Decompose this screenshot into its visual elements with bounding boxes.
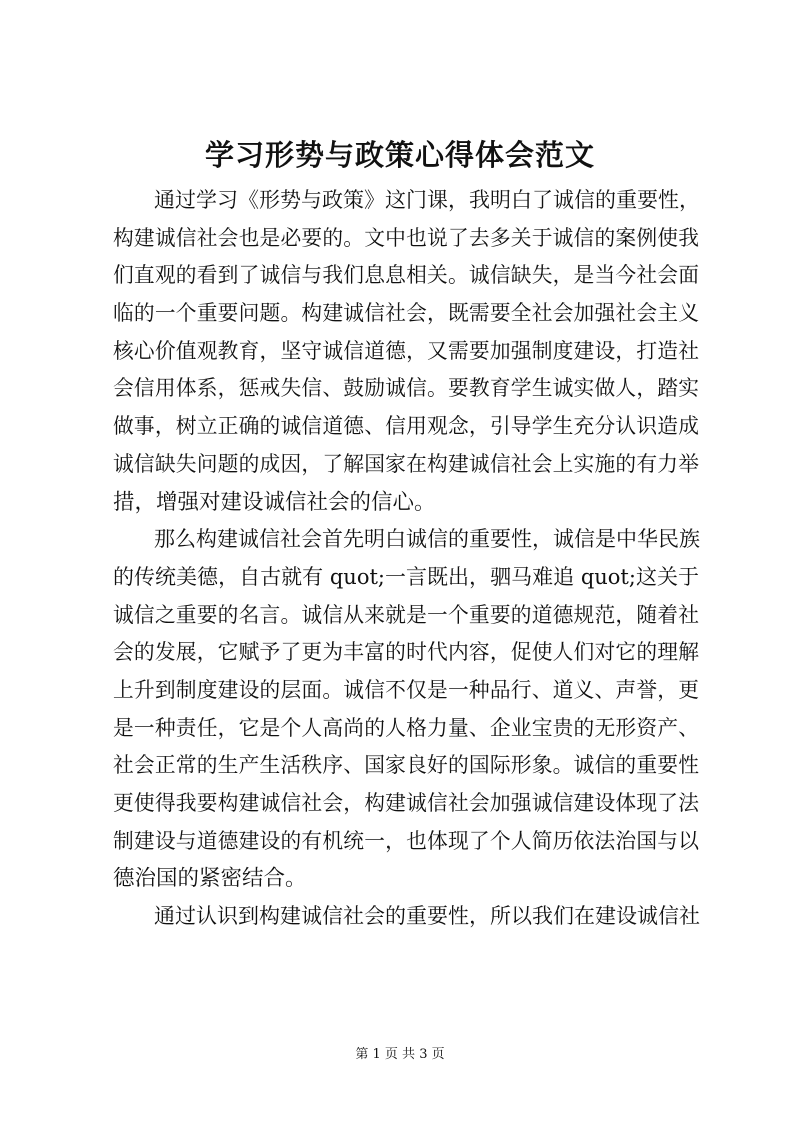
paragraph-2-line-9: 制建设与道德建设的有机统一，也体现了个人简历依法治国与以 (113, 828, 699, 853)
paragraph-2-line-3: 诚信之重要的名言。诚信从来就是一个重要的道德规范，随着社 (113, 602, 699, 627)
document-body (113, 182, 699, 936)
paragraph-1-line-6: 会信用体系，惩戒失信、鼓励诚信。要教育学生诚实做人，踏实 (113, 376, 699, 401)
paragraph-2-line-5: 上升到制度建设的层面。诚信不仅是一种品行、道义、声誉，更 (113, 677, 699, 702)
paragraph-1-line-8: 诚信缺失问题的成因，了解国家在构建诚信社会上实施的有力举 (113, 451, 699, 476)
paragraph-1-line-4: 临的一个重要问题。构建诚信社会，既需要全社会加强社会主义 (113, 301, 699, 326)
paragraph-2-line-6: 是一种责任，它是个人高尚的人格力量、企业宝贵的无形资产、 (113, 715, 699, 740)
page-number-footer: 第 1 页 共 3 页 (355, 1047, 445, 1062)
paragraph-2-line-2: 的传统美德，自古就有 quot;一言既出，驷马难追 quot;这关于 (113, 564, 699, 589)
document-title: 学习形势与政策心得体会范文 (204, 138, 595, 172)
paragraph-1-line-9: 措，增强对建设诚信社会的信心。 (113, 489, 436, 515)
paragraph-2-line-7: 社会正常的生产生活秩序、国家良好的国际形象。诚信的重要性 (113, 753, 699, 778)
paragraph-1-line-3: 们直观的看到了诚信与我们息息相关。诚信缺失，是当今社会面 (113, 263, 699, 288)
paragraph-1-line-1: 通过学习《形势与政策》这门课，我明白了诚信的重要性， (154, 188, 700, 212)
paragraph-3-line-1: 通过认识到构建诚信社会的重要性，所以我们在建设诚信社 (154, 904, 700, 929)
paragraph-1-line-5: 核心价值观教育，坚守诚信道德，又需要加强制度建设，打造社 (113, 338, 699, 363)
paragraph-2-line-4: 会的发展，它赋予了更为丰富的时代内容，促使人们对它的理解 (113, 640, 699, 665)
paragraph-1-line-2: 构建诚信社会也是必要的。文中也说了去多关于诚信的案例使我 (113, 225, 699, 250)
paragraph-2-line-8: 更使得我要构建诚信社会，构建诚信社会加强诚信建设体现了法 (113, 791, 699, 815)
paragraph-2-line-10: 德治国的紧密结合。 (113, 866, 307, 892)
paragraph-2-line-1: 那么构建诚信社会首先明白诚信的重要性，诚信是中华民族 (154, 527, 700, 552)
paragraph-1-line-7: 做事，树立正确的诚信道德、信用观念，引导学生充分认识造成 (113, 414, 699, 439)
